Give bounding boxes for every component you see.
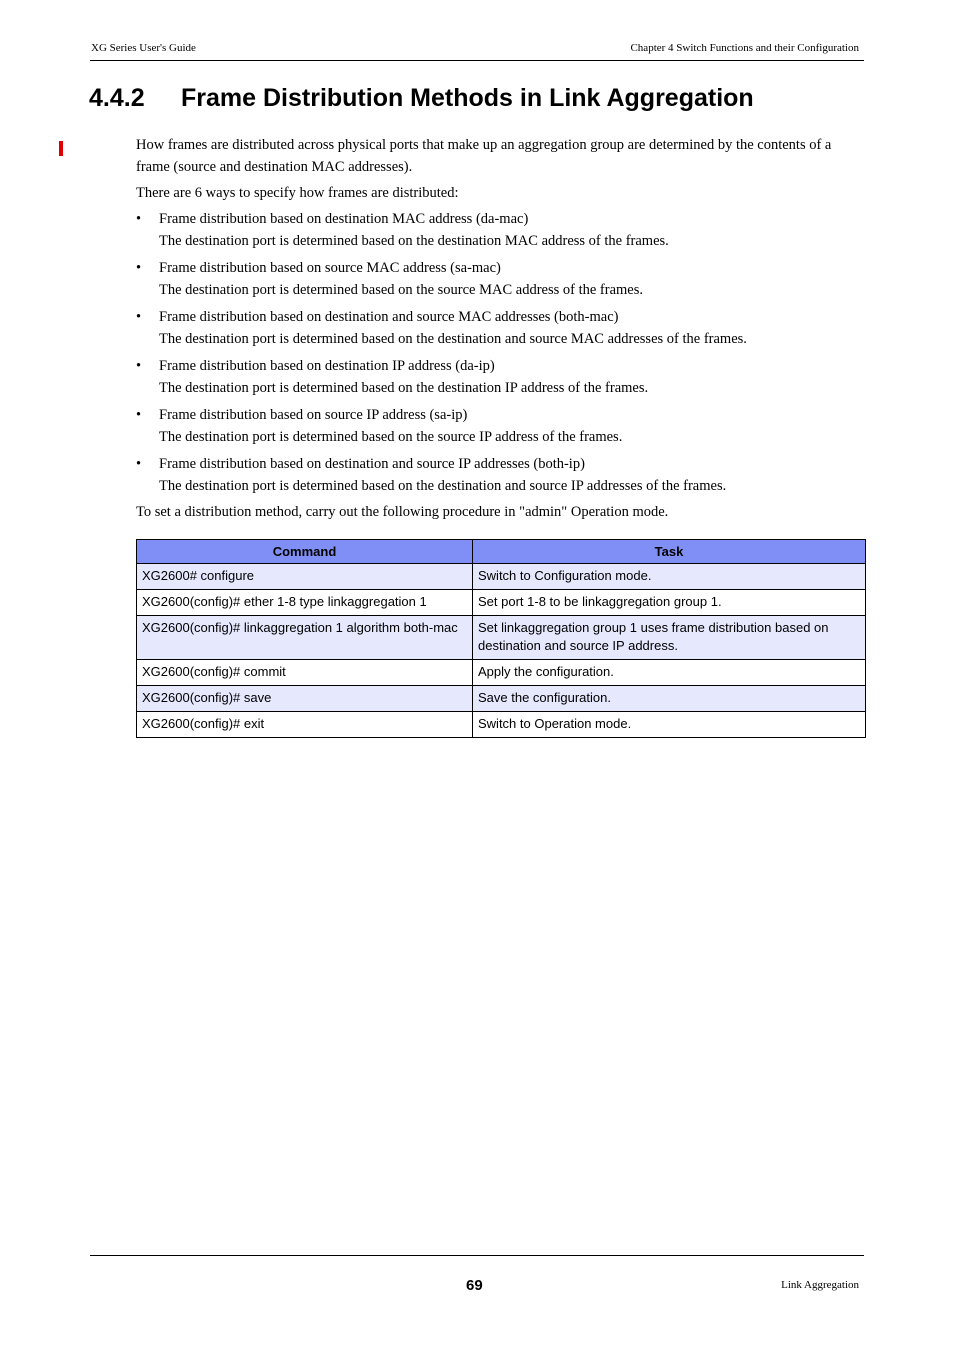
table-row <box>137 686 866 712</box>
task-cell: Switch to Operation mode. <box>473 712 866 738</box>
bullet-icon: • <box>136 407 142 423</box>
command-cell: XG2600(config)# exit <box>137 712 473 738</box>
header-rule <box>90 60 864 61</box>
intro-paragraph: How frames are distributed across physical ports that make up an aggregation group are determined by the contents of a frame (source and destination MAC addresses). <box>136 137 832 175</box>
bullet-icon: • <box>136 309 142 325</box>
method-desc: The destination port is determined based on the source MAC address of the frames. <box>159 282 644 298</box>
method-title: Frame distribution based on destination IP address (da-ip) <box>159 358 495 374</box>
list-item <box>136 306 864 350</box>
list-item <box>136 208 864 252</box>
section-title <box>89 84 754 113</box>
column-header-command: Command <box>137 540 473 564</box>
list-item <box>136 355 864 399</box>
method-title: Frame distribution based on destination and source MAC addresses (both-mac) <box>159 309 619 325</box>
change-bar <box>59 141 63 156</box>
method-list <box>136 208 864 497</box>
section-title-text: Frame Distribution Methods in Link Aggregation <box>181 84 754 112</box>
list-item <box>136 404 864 448</box>
section-number: 4.4.2 <box>89 84 145 112</box>
command-cell: XG2600(config)# save <box>137 686 473 712</box>
method-desc: The destination port is determined based on the destination IP address of the frames. <box>159 380 649 396</box>
procedure-paragraph: To set a distribution method, carry out the following procedure in "admin" Operation mode. <box>136 504 669 520</box>
task-cell: Set port 1-8 to be linkaggregation group 1. <box>473 590 866 616</box>
running-header-right: Chapter 4 Switch Functions and their Configuration <box>630 42 859 54</box>
page-number: 69 <box>466 1277 483 1294</box>
table-row <box>137 660 866 686</box>
footer-rule <box>90 1255 864 1256</box>
count-paragraph: There are 6 ways to specify how frames are distributed: <box>136 185 459 201</box>
table-row <box>137 590 866 616</box>
command-cell: XG2600# configure <box>137 564 473 590</box>
table-row <box>137 564 866 590</box>
table-row <box>137 712 866 738</box>
command-cell: XG2600(config)# commit <box>137 660 473 686</box>
command-table <box>136 539 866 738</box>
task-cell: Set linkaggregation group 1 uses frame distribution based on destination and source IP address. <box>473 616 866 660</box>
list-item <box>136 453 864 497</box>
method-title: Frame distribution based on destination MAC address (da-mac) <box>159 211 529 227</box>
command-cell: XG2600(config)# ether 1-8 type linkaggregation 1 <box>137 590 473 616</box>
task-cell: Apply the configuration. <box>473 660 866 686</box>
table-row <box>137 616 866 660</box>
bullet-icon: • <box>136 260 142 276</box>
command-cell: XG2600(config)# linkaggregation 1 algorithm both-mac <box>137 616 473 660</box>
method-desc: The destination port is determined based on the destination MAC address of the frames. <box>159 233 669 249</box>
method-title: Frame distribution based on source IP address (sa-ip) <box>159 407 468 423</box>
bullet-icon: • <box>136 358 142 374</box>
table-header-row <box>137 540 866 564</box>
bullet-icon: • <box>136 211 142 227</box>
body-text <box>136 134 864 527</box>
running-header-left: XG Series User's Guide <box>91 42 196 54</box>
bullet-icon: • <box>136 456 142 472</box>
method-desc: The destination port is determined based on the destination and source IP addresses of the frames. <box>159 478 727 494</box>
task-cell: Switch to Configuration mode. <box>473 564 866 590</box>
list-item <box>136 257 864 301</box>
task-cell: Save the configuration. <box>473 686 866 712</box>
method-title: Frame distribution based on source MAC address (sa-mac) <box>159 260 501 276</box>
method-desc: The destination port is determined based on the destination and source MAC addresses of the frames. <box>159 331 747 347</box>
running-footer-right: Link Aggregation <box>781 1279 859 1291</box>
method-desc: The destination port is determined based on the source IP address of the frames. <box>159 429 623 445</box>
column-header-task: Task <box>473 540 866 564</box>
method-title: Frame distribution based on destination and source IP addresses (both-ip) <box>159 456 585 472</box>
